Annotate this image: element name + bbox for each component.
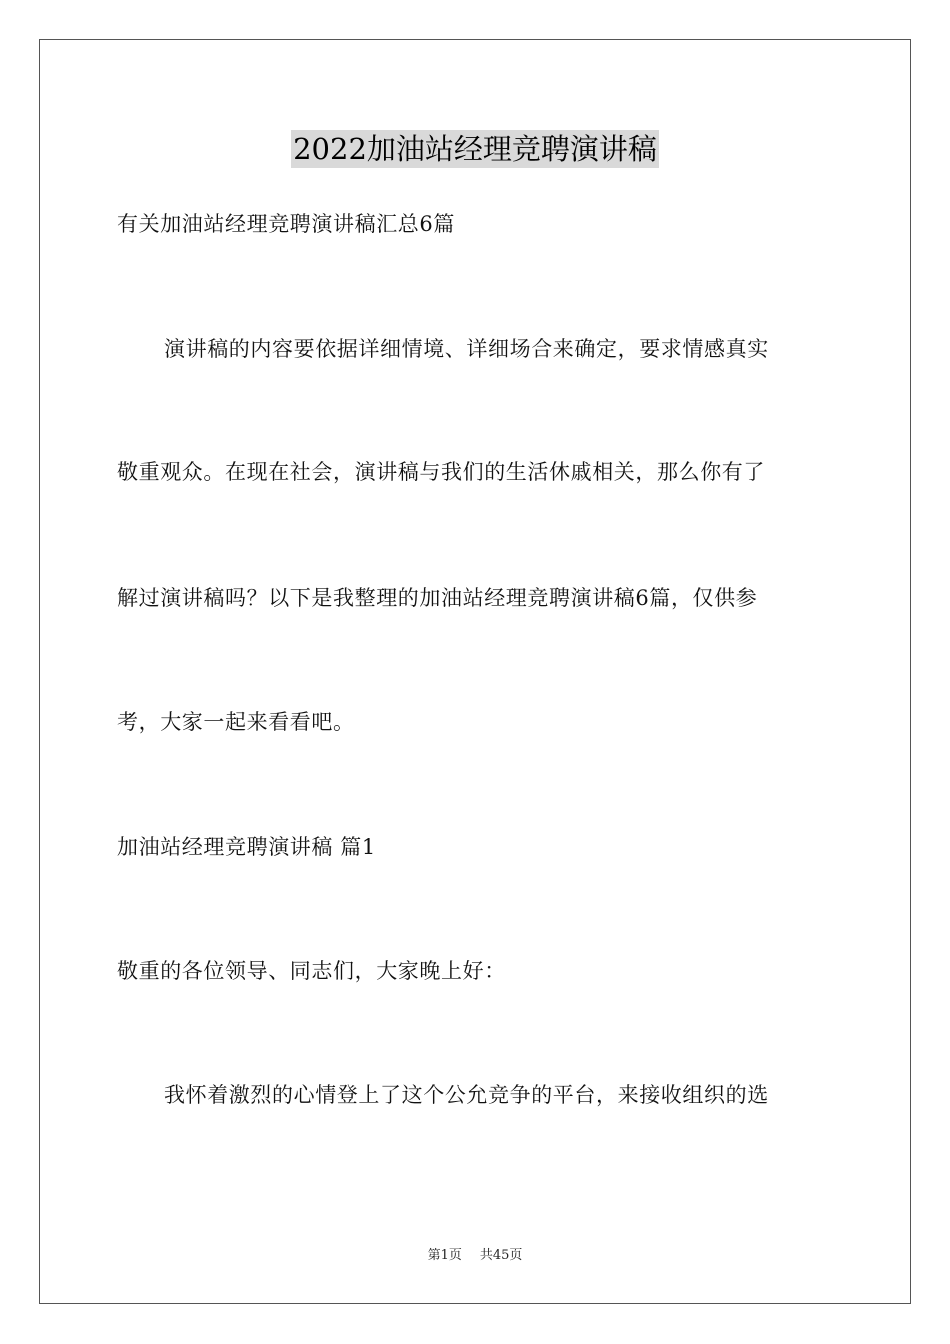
page-footer [0, 1247, 950, 1265]
section-heading: 加油站经理竞聘演讲稿 篇1 [117, 835, 376, 859]
document-subtitle: 有关加油站经理竞聘演讲稿汇总6篇 [117, 212, 455, 236]
body-line-1: 我怀着激烈的心情登上了这个公允竞争的平台，来接收组织的选 [164, 1083, 769, 1107]
intro-line-2: 敬重观众。在现在社会，演讲稿与我们的生活休戚相关，那么你有了 [117, 460, 765, 484]
page-number: 第1页 [427, 1248, 462, 1263]
document-title: 2022加油站经理竞聘演讲稿 [293, 132, 657, 166]
intro-line-4: 考，大家一起来看看吧。 [117, 710, 355, 734]
page-total: 共45页 [479, 1248, 523, 1263]
greeting-line: 敬重的各位领导、同志们，大家晚上好： [117, 959, 506, 983]
intro-line-3: 解过演讲稿吗？以下是我整理的加油站经理竞聘演讲稿6篇，仅供参 [117, 586, 758, 610]
title-block [0, 130, 950, 168]
intro-line-1: 演讲稿的内容要依据详细情境、详细场合来确定，要求情感真实 [164, 337, 769, 361]
